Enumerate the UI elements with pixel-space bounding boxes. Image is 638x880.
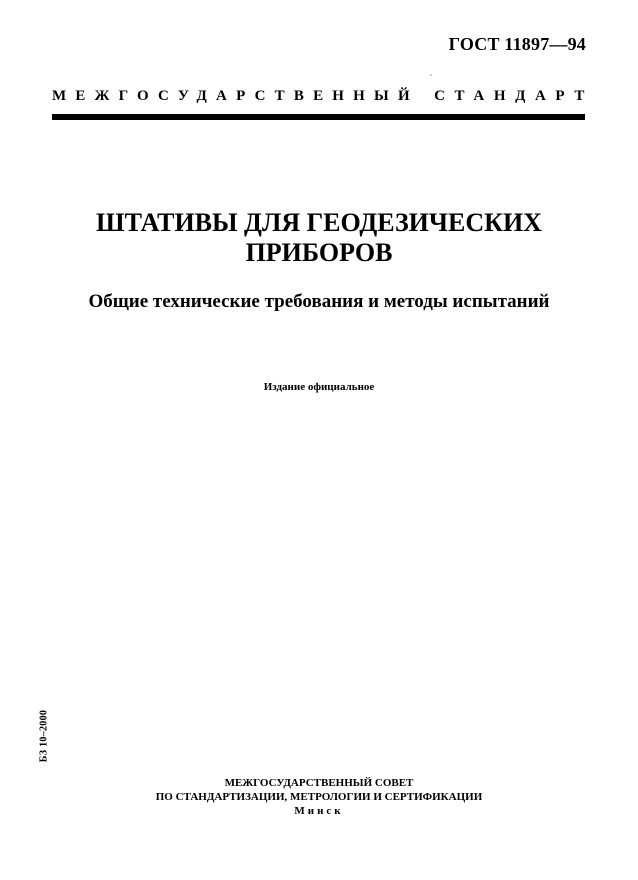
standard-number: ГОСТ 11897—94 bbox=[448, 34, 586, 54]
title-line-1: ШТАТИВЫ ДЛЯ ГЕОДЕЗИЧЕСКИХ bbox=[96, 208, 542, 237]
document-subtitle: Общие технические требования и методы испытаний bbox=[88, 291, 550, 312]
header-rule bbox=[52, 114, 585, 120]
publisher-line-2: ПО СТАНДАРТИЗАЦИИ, МЕТРОЛОГИИ И СЕРТИФИКАЦИИ bbox=[155, 791, 483, 803]
header-word-standard: СТАНДАРТ bbox=[434, 88, 594, 104]
publisher-block bbox=[0, 776, 638, 818]
standard-type-header bbox=[52, 86, 594, 110]
edition-note: Издание официальное bbox=[263, 381, 375, 393]
title-line-2: ПРИБОРОВ bbox=[245, 238, 393, 267]
header-word-interstate: МЕЖГОСУДАРСТВЕННЫЙ bbox=[52, 88, 419, 104]
document-title bbox=[0, 208, 638, 268]
publisher-city: Минск bbox=[294, 805, 344, 817]
side-code: БЗ 10–2000 bbox=[38, 709, 50, 763]
publisher-line-1: МЕЖГОСУДАРСТВЕННЫЙ СОВЕТ bbox=[224, 777, 414, 789]
scan-speck bbox=[430, 74, 432, 76]
